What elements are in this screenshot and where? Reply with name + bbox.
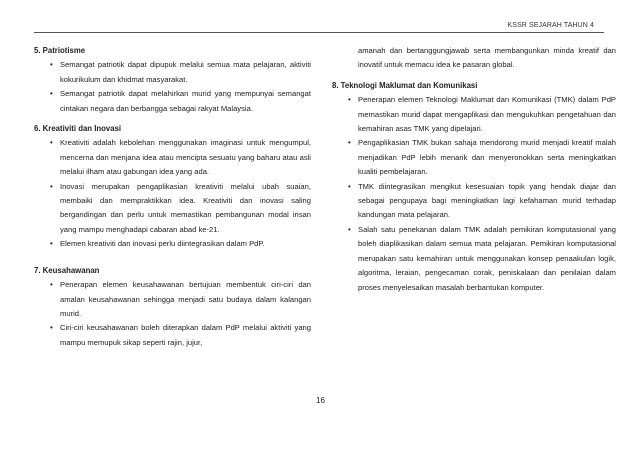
list-item-text: Penerapan elemen Teknologi Maklumat dan Komunikasi (TMK) dalam PdP memastikan murid dapat mengaplikasi dan mengukuhkan pengetahuan dan kemahiran asas TMK yang dipelajari. <box>358 95 616 134</box>
bullet-dot-icon: • <box>50 138 53 148</box>
list-item <box>348 136 616 179</box>
list-item-text: Elemen kreativiti dan inovasi perlu diintegrasikan dalam PdP. <box>60 239 265 249</box>
list-item-text: Kreativiti adalah kebolehan menggunakan imaginasi untuk mengumpul, mencerna dan menjana idea atau mencipta sesuatu yang baharu atau asli melalui ilham atau gabungan idea yang ada. <box>60 138 311 177</box>
bullet-dot-icon: • <box>50 280 53 290</box>
section-tmk <box>332 79 616 295</box>
bullet-list <box>332 93 616 295</box>
list-item-text: Penerapan elemen keusahawanan bertujuan membentuk ciri-ciri dan amalan keusahawanan sehingga menjadi satu budaya dalam kalangan murid. <box>60 280 311 318</box>
section-title: 7. Keusahawanan <box>34 265 100 275</box>
list-item-text: Pengaplikasian TMK bukan sahaja mendorong murid menjadi kreatif malah menjadikan PdP lebih menarik dan menyeronokkan serta meningkatkan kualiti pembelajaran. <box>358 138 616 177</box>
list-item <box>50 87 311 116</box>
list-item <box>50 180 311 238</box>
list-item <box>348 93 616 136</box>
bullet-list <box>34 136 311 251</box>
bullet-dot-icon: • <box>50 181 53 191</box>
list-item-text: Ciri-ciri keusahawanan boleh diterapkan dalam PdP melalui aktiviti yang mampu memupuk sikap seperti rajin, jujur, <box>60 323 311 347</box>
bullet-dot-icon: • <box>50 60 53 70</box>
list-item-text: Semangat patriotik dapat melahirkan murid yang mempunyai semangat cintakan negara dan berbangga sebagai rakyat Malaysia. <box>60 89 311 113</box>
bullet-list <box>34 278 311 350</box>
list-item <box>348 180 616 223</box>
bullet-dot-icon: • <box>50 89 53 99</box>
bullet-dot-icon: • <box>348 181 351 191</box>
list-item <box>50 321 311 350</box>
bullet-list <box>34 58 311 116</box>
bullet-dot-icon: • <box>50 323 53 333</box>
bullet-dot-icon: • <box>348 95 351 105</box>
right-column <box>332 44 616 295</box>
bullet-dot-icon: • <box>348 138 351 148</box>
section-title: 8. Teknologi Maklumat dan Komunikasi <box>332 80 478 90</box>
continuation-text: amanah dan bertanggungjawab serta membangunkan minda kreatif dan inovatif untuk memacu idea ke pasaran global. <box>358 46 616 70</box>
section-kreativiti-inovasi <box>34 122 311 252</box>
list-item-text: Inovasi merupakan pengaplikasian kreativiti melalui ubah suaian, membaiki dan mempraktikkan idea. Kreativiti dan inovasi saling bergandingan dan perlu untuk memastikan pembangunan modal insan yang mampu menghadapi cabaran abad ke-21. <box>60 181 311 234</box>
section-title: 6. Kreativiti dan Inovasi <box>34 124 122 134</box>
header-rule <box>34 32 604 33</box>
left-column <box>34 44 311 350</box>
list-item-text: Semangat patriotik dapat dipupuk melalui semua mata pelajaran, aktiviti kokurikulum dan khidmat masyarakat. <box>60 60 311 84</box>
bullet-dot-icon: • <box>50 239 53 249</box>
page-number: 16 <box>316 396 325 405</box>
list-item <box>50 58 311 87</box>
list-item-text: TMK diintegrasikan mengikut kesesuaian topik yang hendak diajar dan sebagai pengupaya bagi meningkatkan lagi kefahaman murid terhadap kandungan mata pelajaran. <box>358 181 616 220</box>
header-title: KSSR SEJARAH TAHUN 4 <box>507 22 594 29</box>
list-item-text: Salah satu penekanan dalam TMK adalah pemikiran komputasional yang boleh diaplikasikan dalam semua mata pelajaran. Pemikiran komputasional merupakan satu kemahiran untuk menggunakan konsep penaakulan logik, algoritma, leraian, pengecaman corak, peniskalaan dan penilaian dalam proses menyelesaikan masalah berbantukan komputer. <box>358 224 616 292</box>
section-patriotisme <box>34 44 311 116</box>
bullet-dot-icon: • <box>348 224 351 234</box>
section-title: 5. Patriotisme <box>34 46 86 55</box>
list-item <box>50 278 311 321</box>
list-item <box>348 223 616 295</box>
section-keusahawanan <box>34 264 311 350</box>
list-item <box>50 136 311 179</box>
list-item <box>50 237 311 251</box>
